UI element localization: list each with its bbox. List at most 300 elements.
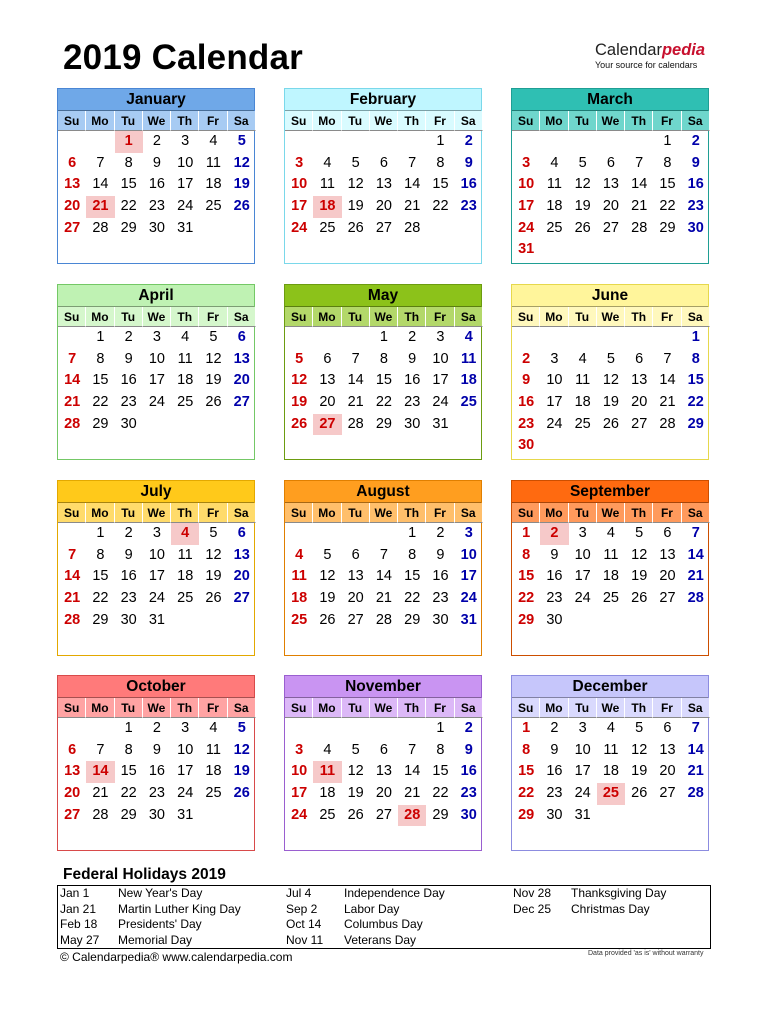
holidays-title: Federal Holidays 2019: [63, 866, 226, 883]
day-cell: 30: [120, 415, 137, 432]
weekday-header: Fr: [653, 698, 681, 718]
weekday-header: Th: [171, 698, 199, 718]
day-cell: 29: [687, 415, 704, 432]
day-cell: 23: [120, 590, 137, 607]
day-cell: 2: [408, 329, 417, 345]
day-cell: 13: [64, 176, 81, 193]
holiday-date: Nov 11: [286, 932, 324, 947]
day-cell: 9: [408, 350, 417, 367]
empty-cell: [342, 523, 370, 545]
day-cell: 29: [518, 611, 535, 628]
weekday-header: Fr: [199, 307, 227, 327]
day-cell: 8: [124, 154, 133, 171]
day-cell: 7: [408, 741, 417, 758]
day-cell: 17: [574, 568, 591, 585]
day-cell: 29: [120, 219, 137, 236]
day-cell: 13: [347, 568, 364, 585]
day-cell: 24: [574, 785, 591, 802]
holiday-row: [286, 886, 486, 902]
day-cell: 4: [550, 154, 559, 171]
month-title: February: [285, 89, 481, 111]
weekday-header: Fr: [199, 111, 227, 131]
day-cell: 4: [578, 350, 587, 367]
day-cell: 2: [436, 525, 445, 541]
day-cell: 11: [546, 176, 562, 193]
day-cell: 3: [152, 525, 161, 541]
day-cell: 30: [518, 437, 535, 454]
day-cell: 26: [602, 415, 619, 432]
day-cell: 5: [578, 154, 587, 171]
weekday-header: Fr: [653, 307, 681, 327]
day-cell: 13: [659, 546, 676, 563]
day-cell: 22: [92, 590, 109, 607]
day-cell: 29: [375, 415, 392, 432]
weekday-header: Th: [171, 111, 199, 131]
day-cell: 31: [177, 806, 194, 823]
day-cell: 17: [574, 763, 591, 780]
day-cell: 27: [631, 415, 648, 432]
day-cell: 25: [205, 785, 222, 802]
weekday-header: Sa: [682, 698, 710, 718]
empty-cell: [370, 718, 398, 740]
day-cell: 23: [518, 415, 535, 432]
empty-cell: [370, 523, 398, 545]
day-cell: 16: [404, 372, 421, 389]
holiday-row: [286, 933, 486, 949]
day-cell: 17: [432, 372, 449, 389]
day-cell: 1: [663, 133, 672, 149]
day-cell: 2: [464, 720, 473, 736]
day-cell: 19: [205, 568, 222, 585]
day-cell: 22: [518, 785, 535, 802]
day-cell: 19: [233, 176, 250, 193]
weekday-header: Fr: [653, 503, 681, 523]
weekday-header: Mo: [313, 698, 341, 718]
month-title: October: [58, 676, 254, 698]
day-cell: 15: [120, 176, 137, 193]
day-cell: 19: [291, 394, 308, 411]
day-cell: 3: [550, 350, 559, 367]
day-cell: 20: [602, 198, 619, 215]
empty-cell: [597, 131, 625, 153]
empty-cell: [313, 523, 341, 545]
day-cell: 24: [177, 785, 194, 802]
day-cell: 31: [148, 611, 165, 628]
day-cell: 5: [635, 525, 644, 541]
day-cell: 23: [148, 785, 165, 802]
day-cell: 20: [347, 590, 364, 607]
day-cell: 15: [518, 763, 535, 780]
day-cell: 9: [464, 741, 473, 758]
holiday-name: Labor Day: [344, 901, 400, 916]
day-cell: 21: [92, 785, 109, 802]
day-cell: 17: [291, 785, 308, 802]
day-cell: 17: [546, 394, 563, 411]
day-cell: 2: [152, 133, 161, 149]
day-cell: 19: [631, 763, 648, 780]
day-cell: 4: [606, 525, 615, 541]
day-cell: 22: [404, 590, 421, 607]
holiday-row: [513, 902, 713, 918]
day-cell: 29: [659, 219, 676, 236]
holiday-date: Jan 1: [60, 886, 90, 900]
holiday-day-cell: 4: [171, 523, 199, 545]
empty-cell: [86, 131, 114, 153]
holiday-row: [286, 902, 486, 918]
day-cell: 8: [379, 350, 388, 367]
weekday-header: We: [370, 307, 398, 327]
day-cell: 23: [546, 590, 563, 607]
month-title: August: [285, 481, 481, 503]
day-cell: 16: [460, 763, 477, 780]
day-cell: 29: [92, 415, 109, 432]
day-cell: 7: [691, 720, 700, 736]
weekday-header: Tu: [569, 698, 597, 718]
day-cell: 21: [64, 590, 81, 607]
day-cell: 26: [233, 198, 250, 215]
day-cell: 21: [687, 568, 704, 585]
day-cell: 1: [408, 525, 417, 541]
day-cell: 3: [436, 329, 445, 345]
day-cell: 26: [233, 785, 250, 802]
day-cell: 22: [120, 785, 137, 802]
day-cell: 25: [205, 198, 222, 215]
day-cell: 11: [205, 741, 221, 758]
month-september: [511, 480, 709, 656]
day-cell: 5: [209, 329, 218, 345]
day-cell: 15: [92, 568, 109, 585]
day-cell: 22: [432, 785, 449, 802]
month-may: [284, 284, 482, 460]
day-cell: 28: [687, 590, 704, 607]
month-title: May: [285, 285, 481, 307]
day-cell: 5: [209, 525, 218, 541]
holiday-name: Memorial Day: [118, 932, 193, 947]
holiday-date: Feb 18: [60, 917, 98, 931]
day-cell: 23: [148, 198, 165, 215]
weekday-header: Th: [625, 698, 653, 718]
day-cell: 2: [691, 133, 700, 149]
day-cell: 27: [347, 611, 364, 628]
day-cell: 29: [120, 806, 137, 823]
day-cell: 16: [687, 176, 704, 193]
day-cell: 15: [432, 763, 449, 780]
day-cell: 24: [148, 590, 165, 607]
empty-cell: [285, 131, 313, 153]
holiday-day-cell: 18: [313, 196, 341, 218]
day-cell: 26: [631, 785, 648, 802]
holiday-row: [513, 886, 713, 902]
weekday-header: Tu: [342, 503, 370, 523]
day-cell: 31: [177, 219, 194, 236]
day-cell: 23: [546, 785, 563, 802]
empty-cell: [625, 131, 653, 153]
day-cell: 28: [659, 415, 676, 432]
day-cell: 26: [347, 219, 364, 236]
footer-disclaimer: Data provided 'as is' without warranty: [588, 950, 704, 957]
day-cell: 17: [148, 568, 165, 585]
day-cell: 24: [432, 394, 449, 411]
day-cell: 3: [522, 154, 531, 171]
day-cell: 7: [691, 525, 700, 541]
weekday-header: Th: [171, 307, 199, 327]
day-cell: 20: [375, 198, 392, 215]
day-cell: 13: [375, 763, 392, 780]
day-cell: 21: [687, 763, 704, 780]
day-cell: 27: [602, 219, 619, 236]
weekday-header: Su: [58, 307, 86, 327]
day-cell: 10: [574, 546, 591, 563]
weekday-header: Sa: [228, 307, 256, 327]
day-cell: 17: [148, 372, 165, 389]
month-title: September: [512, 481, 708, 503]
day-cell: 26: [574, 219, 591, 236]
day-cell: 12: [291, 372, 308, 389]
day-cell: 29: [518, 806, 535, 823]
day-cell: 4: [209, 720, 218, 736]
day-cell: 14: [631, 176, 648, 193]
footer-copyright[interactable]: © Calendarpedia® www.calendarpedia.com: [60, 950, 293, 964]
day-cell: 24: [546, 415, 563, 432]
day-cell: 22: [687, 394, 704, 411]
empty-cell: [398, 718, 426, 740]
weekday-header: Sa: [228, 503, 256, 523]
day-cell: 27: [64, 219, 81, 236]
holiday-date: Nov 28: [513, 886, 552, 900]
weekday-header: Th: [171, 503, 199, 523]
day-cell: 18: [177, 568, 194, 585]
month-title: April: [58, 285, 254, 307]
holiday-day-cell: 2: [540, 523, 568, 545]
day-cell: 5: [606, 350, 615, 367]
weekday-header: Fr: [199, 698, 227, 718]
weekday-header: Tu: [569, 307, 597, 327]
day-cell: 11: [603, 546, 619, 563]
month-april: [57, 284, 255, 460]
day-cell: 8: [436, 741, 445, 758]
day-cell: 10: [177, 154, 194, 171]
weekday-header: Su: [512, 698, 540, 718]
day-cell: 19: [602, 394, 619, 411]
day-cell: 16: [546, 763, 563, 780]
weekday-header: Mo: [540, 503, 568, 523]
weekday-header: Su: [285, 307, 313, 327]
day-cell: 14: [659, 372, 676, 389]
day-cell: 16: [148, 176, 165, 193]
day-cell: 6: [68, 154, 77, 171]
day-cell: 11: [291, 568, 307, 585]
day-cell: 1: [522, 720, 531, 736]
weekday-header: We: [370, 111, 398, 131]
day-cell: 19: [631, 568, 648, 585]
holiday-row: [60, 917, 260, 933]
day-cell: 27: [659, 590, 676, 607]
day-cell: 12: [347, 176, 364, 193]
weekday-header: Mo: [86, 503, 114, 523]
day-cell: 14: [64, 568, 81, 585]
holiday-date: May 27: [60, 932, 100, 947]
month-title: July: [58, 481, 254, 503]
day-cell: 13: [319, 372, 336, 389]
holiday-name: New Year's Day: [118, 886, 203, 900]
day-cell: 31: [432, 415, 449, 432]
day-cell: 25: [177, 590, 194, 607]
day-cell: 28: [404, 219, 421, 236]
day-cell: 12: [233, 741, 250, 758]
day-cell: 6: [663, 525, 672, 541]
day-cell: 8: [436, 154, 445, 171]
day-cell: 9: [691, 154, 700, 171]
day-cell: 21: [375, 590, 392, 607]
weekday-header: We: [143, 698, 171, 718]
empty-cell: [58, 523, 86, 545]
day-cell: 5: [237, 133, 246, 149]
brand-tagline: Your source for calendars: [595, 60, 698, 70]
day-cell: 21: [347, 394, 364, 411]
weekday-header: Mo: [313, 111, 341, 131]
empty-cell: [285, 523, 313, 545]
day-cell: 25: [602, 590, 619, 607]
weekday-header: Mo: [86, 698, 114, 718]
day-cell: 11: [603, 741, 619, 758]
holiday-name: Veterans Day: [344, 932, 417, 947]
day-cell: 6: [606, 154, 615, 171]
day-cell: 1: [96, 525, 105, 541]
day-cell: 28: [92, 806, 109, 823]
day-cell: 28: [64, 611, 81, 628]
day-cell: 28: [687, 785, 704, 802]
day-cell: 1: [691, 329, 700, 345]
weekday-header: Th: [398, 698, 426, 718]
day-cell: 4: [323, 154, 332, 171]
day-cell: 22: [659, 198, 676, 215]
day-cell: 20: [64, 785, 81, 802]
day-cell: 14: [687, 546, 704, 563]
day-cell: 23: [404, 394, 421, 411]
day-cell: 10: [460, 546, 477, 563]
weekday-header: Su: [512, 503, 540, 523]
day-cell: 28: [375, 611, 392, 628]
weekday-header: Sa: [455, 503, 483, 523]
day-cell: 7: [68, 350, 77, 367]
day-cell: 10: [291, 763, 308, 780]
empty-cell: [313, 327, 341, 349]
day-cell: 29: [404, 611, 421, 628]
empty-cell: [58, 131, 86, 153]
day-cell: 6: [635, 350, 644, 367]
day-cell: 9: [550, 741, 559, 758]
day-cell: 27: [375, 806, 392, 823]
holiday-name: Presidents' Day: [118, 917, 202, 931]
day-cell: 8: [691, 350, 700, 367]
empty-cell: [342, 718, 370, 740]
day-cell: 27: [375, 219, 392, 236]
day-cell: 24: [291, 219, 308, 236]
day-cell: 12: [574, 176, 591, 193]
empty-cell: [342, 327, 370, 349]
day-cell: 27: [233, 394, 250, 411]
weekday-header: Tu: [569, 503, 597, 523]
day-cell: 8: [522, 741, 531, 758]
day-cell: 24: [460, 590, 477, 607]
day-cell: 28: [631, 219, 648, 236]
day-cell: 10: [177, 741, 194, 758]
day-cell: 14: [347, 372, 364, 389]
weekday-header: Su: [512, 111, 540, 131]
day-cell: 9: [464, 154, 473, 171]
day-cell: 12: [319, 568, 336, 585]
weekday-header: Fr: [426, 111, 454, 131]
empty-cell: [540, 327, 568, 349]
page-title: 2019 Calendar: [63, 38, 303, 77]
day-cell: 15: [404, 568, 421, 585]
weekday-header: Tu: [342, 307, 370, 327]
day-cell: 23: [460, 198, 477, 215]
holiday-name: Independence Day: [344, 886, 445, 900]
holiday-row: [60, 902, 260, 918]
day-cell: 17: [291, 198, 308, 215]
day-cell: 8: [522, 546, 531, 563]
day-cell: 10: [291, 176, 308, 193]
day-cell: 16: [546, 568, 563, 585]
weekday-header: We: [597, 503, 625, 523]
day-cell: 26: [205, 590, 222, 607]
empty-cell: [313, 718, 341, 740]
day-cell: 7: [96, 741, 105, 758]
brand-logo[interactable]: [595, 41, 715, 71]
day-cell: 18: [205, 176, 222, 193]
month-title: March: [512, 89, 708, 111]
day-cell: 27: [659, 785, 676, 802]
weekday-header: Su: [285, 698, 313, 718]
day-cell: 1: [124, 720, 133, 736]
weekday-header: Su: [58, 698, 86, 718]
weekday-header: Tu: [569, 111, 597, 131]
weekday-header: Sa: [455, 111, 483, 131]
day-cell: 19: [319, 590, 336, 607]
weekday-header: We: [597, 307, 625, 327]
day-cell: 26: [205, 394, 222, 411]
month-march: [511, 88, 709, 264]
holiday-day-cell: 11: [313, 761, 341, 783]
day-cell: 2: [550, 720, 559, 736]
weekday-header: Fr: [426, 503, 454, 523]
day-cell: 10: [432, 350, 449, 367]
day-cell: 9: [152, 741, 161, 758]
holiday-date: Jan 21: [60, 901, 97, 916]
day-cell: 4: [209, 133, 218, 149]
empty-cell: [370, 131, 398, 153]
day-cell: 15: [92, 372, 109, 389]
empty-cell: [313, 131, 341, 153]
day-cell: 2: [124, 329, 133, 345]
day-cell: 7: [663, 350, 672, 367]
day-cell: 3: [464, 525, 473, 541]
weekday-header: Tu: [115, 503, 143, 523]
day-cell: 30: [404, 415, 421, 432]
day-cell: 18: [574, 394, 591, 411]
day-cell: 16: [460, 176, 477, 193]
day-cell: 6: [237, 329, 246, 345]
day-cell: 8: [408, 546, 417, 563]
day-cell: 9: [436, 546, 445, 563]
day-cell: 18: [546, 198, 563, 215]
day-cell: 15: [375, 372, 392, 389]
day-cell: 22: [518, 590, 535, 607]
empty-cell: [285, 718, 313, 740]
month-title: June: [512, 285, 708, 307]
day-cell: 12: [631, 546, 648, 563]
